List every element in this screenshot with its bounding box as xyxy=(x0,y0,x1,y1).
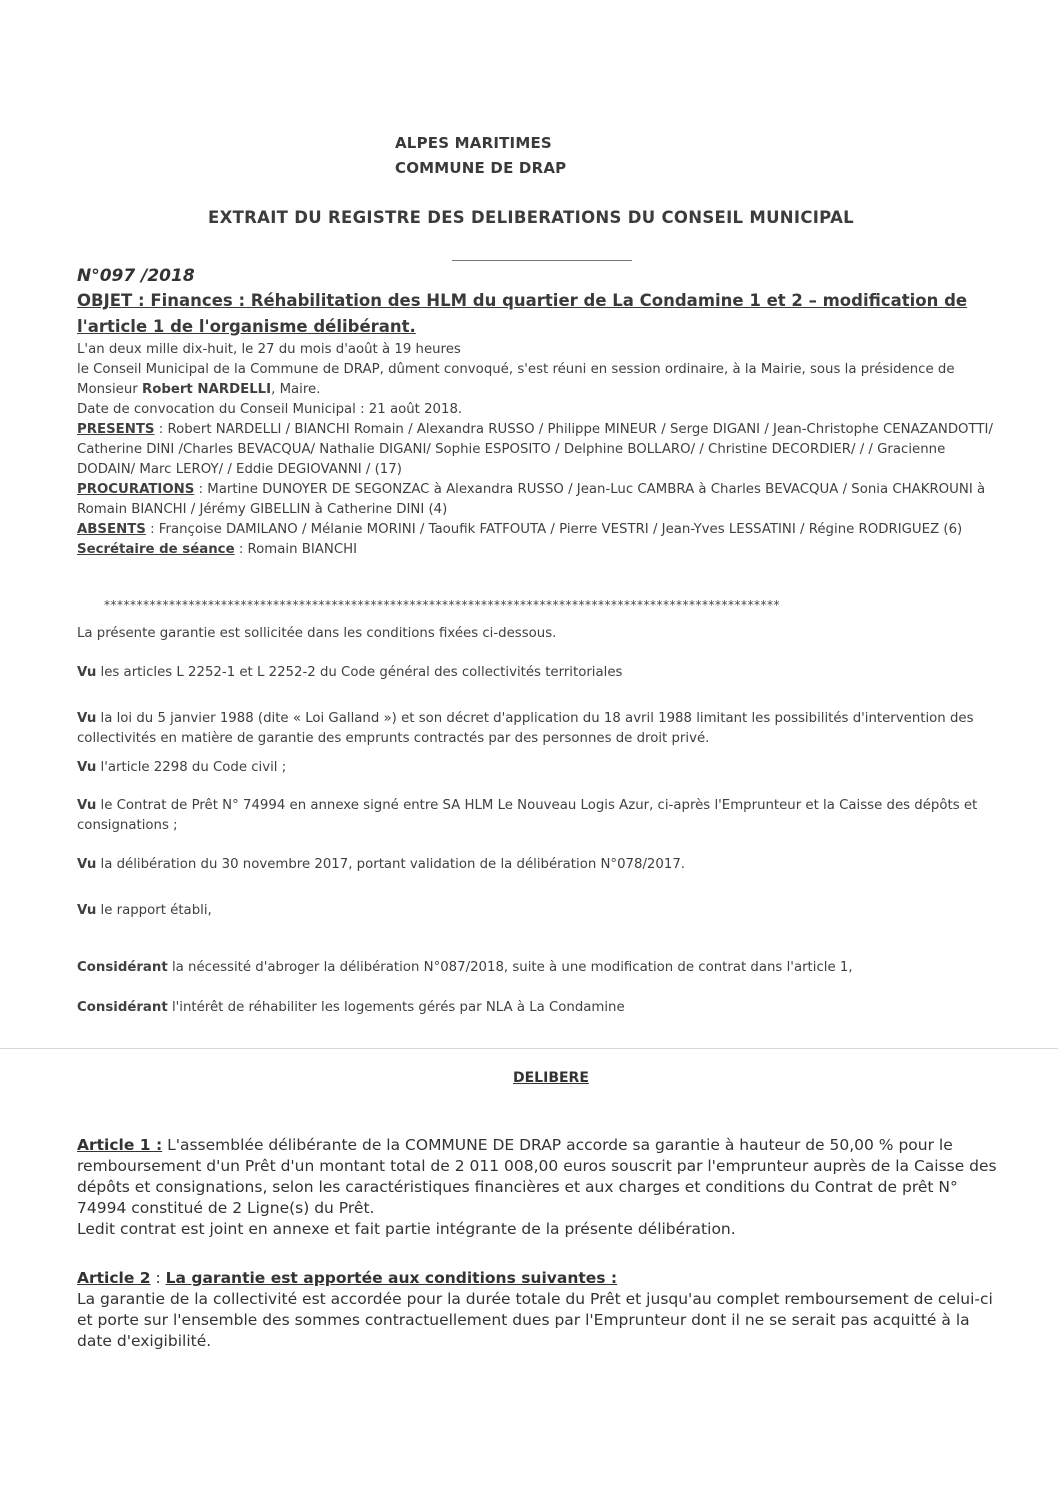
article-2-text: La garantie de la collectivité est accordée pour la durée totale du Prêt et jusqu'au complet remboursement de celui-ci et porte sur l'ensemble des sommes contractuellement dues par l'Emprunteur dont il ne se serait pas acquitté à la date d'exigibilité. xyxy=(77,1290,993,1350)
vu-paragraph-5: Vu la délibération du 30 novembre 2017, portant validation de la délibération N°078/2017. xyxy=(77,857,686,872)
delibere-heading: DELIBERE xyxy=(513,1070,589,1086)
vu-paragraph-2: Vu la loi du 5 janvier 1988 (dite « Loi Galland ») et son décret d'application du 18 avril 1988 limitant les possibilités d'intervention des collectivités en matière de garantie des emprunts contractés par des personnes de droit privé. xyxy=(77,711,974,746)
session-date: L'an deux mille dix-huit, le 27 du mois d'août à 19 heures xyxy=(77,342,461,357)
deliberation-number: N°097 /2018 xyxy=(77,266,195,286)
commune-heading: COMMUNE DE DRAP xyxy=(395,159,567,177)
secretaire-paragraph: Secrétaire de séance : Romain BIANCHI xyxy=(77,542,358,557)
vu-paragraph-4: Vu le Contrat de Prêt N° 74994 en annexe signé entre SA HLM Le Nouveau Logis Azur, ci-après l'Emprunteur et la Caisse des dépôts et consignations ; xyxy=(77,798,978,833)
article-1-label: Article 1 : xyxy=(77,1136,163,1154)
session-convocation-text: le Conseil Municipal de la Commune de DRAP, dûment convoqué, s'est réuni en session ordinaire, à la Mairie, sous la présidence de Monsieur Robert NARDELLI, Maire. xyxy=(77,362,955,397)
intro-text: La présente garantie est sollicitée dans les conditions fixées ci-dessous. xyxy=(77,626,557,641)
article-1: Article 1 : L'assemblée délibérante de la COMMUNE DE DRAP accorde sa garantie à hauteur de 50,00 % pour le remboursement d'un Prêt d'un montant total de 2 011 008,00 euros souscrit par l'emprunteur auprès de la Caisse des dépôts et consignations, selon les caractéristiques financières et aux charges et conditions du Contrat de prêt N° 74994 constitué de 2 Ligne(s) du Prêt. Ledit contrat est joint en annexe et fait partie intégrante de la présente délibération. xyxy=(77,1136,997,1238)
session-block xyxy=(77,340,1007,560)
separator-stars: ******************************************************************************************************** xyxy=(104,598,780,612)
department-heading: ALPES MARITIMES xyxy=(395,134,552,152)
absents-label: ABSENTS xyxy=(77,522,146,537)
article-2: Article 2 : La garantie est apportée aux conditions suivantes : La garantie de la collectivité est accordée pour la durée totale du Prêt et jusqu'au complet remboursement de celui-ci et porte sur l'ensemble des sommes contractuellement dues par l'Emprunteur dont il ne se serait pas acquitté à la date d'exigibilité. xyxy=(77,1268,997,1352)
page-fold-line xyxy=(0,1048,1058,1049)
procurations-paragraph: PROCURATIONS : Martine DUNOYER DE SEGONZAC à Alexandra RUSSO / Jean-Luc CAMBRA à Charles BEVACQUA / Sonia CHAKROUNI à Romain BIANCHI / Jérémy GIBELLIN à Catherine DINI (4) xyxy=(77,482,986,517)
vu-paragraph-3: Vu l'article 2298 du Code civil ; xyxy=(77,760,287,775)
title-divider xyxy=(452,260,632,261)
absents-paragraph: ABSENTS : Françoise DAMILANO / Mélanie MORINI / Taoufik FATFOUTA / Pierre VESTRI / Jean-Yves LESSATINI / Régine RODRIGUEZ (6) xyxy=(77,522,963,537)
president-name: Robert NARDELLI xyxy=(141,382,272,397)
presents-label: PRESENTS xyxy=(77,422,155,437)
objet-line-2: l'article 1 de l'organisme délibérant. xyxy=(77,317,416,336)
vu-paragraph-1: Vu les articles L 2252-1 et L 2252-2 du Code général des collectivités territoriales xyxy=(77,665,623,680)
document-title: EXTRAIT DU REGISTRE DES DELIBERATIONS DU CONSEIL MUNICIPAL xyxy=(208,208,854,227)
secretaire-label: Secrétaire de séance xyxy=(77,542,235,557)
article-2-heading: La garantie est apportée aux conditions suivantes : xyxy=(165,1269,618,1287)
article-2-label: Article 2 xyxy=(77,1269,151,1287)
convocation-date: Date de convocation du Conseil Municipal : 21 août 2018. xyxy=(77,402,463,417)
presents-paragraph: PRESENTS : Robert NARDELLI / BIANCHI Romain / Alexandra RUSSO / Philippe MINEUR / Serge DIGANI / Jean-Christophe CENAZANDOTTI/ Catherine DINI /Charles BEVACQUA/ Nathalie DIGANI/ Sophie ESPOSITO / Delphine BOLLARO/ / Christine DECORDIER/ / / Gracienne DODAIN/ Marc LEROY/ / Eddie DEGIOVANNI / (17) xyxy=(77,422,993,477)
considerant-paragraph-1: Considérant la nécessité d'abroger la délibération N°087/2018, suite à une modification de contrat dans l'article 1, xyxy=(77,960,853,975)
objet-line-1: OBJET : Finances : Réhabilitation des HLM du quartier de La Condamine 1 et 2 – modification de xyxy=(77,291,968,310)
considerant-paragraph-2: Considérant l'intérêt de réhabiliter les logements gérés par NLA à La Condamine xyxy=(77,1000,625,1015)
procurations-label: PROCURATIONS xyxy=(77,482,195,497)
vu-paragraph-6: Vu le rapport établi, xyxy=(77,903,212,918)
